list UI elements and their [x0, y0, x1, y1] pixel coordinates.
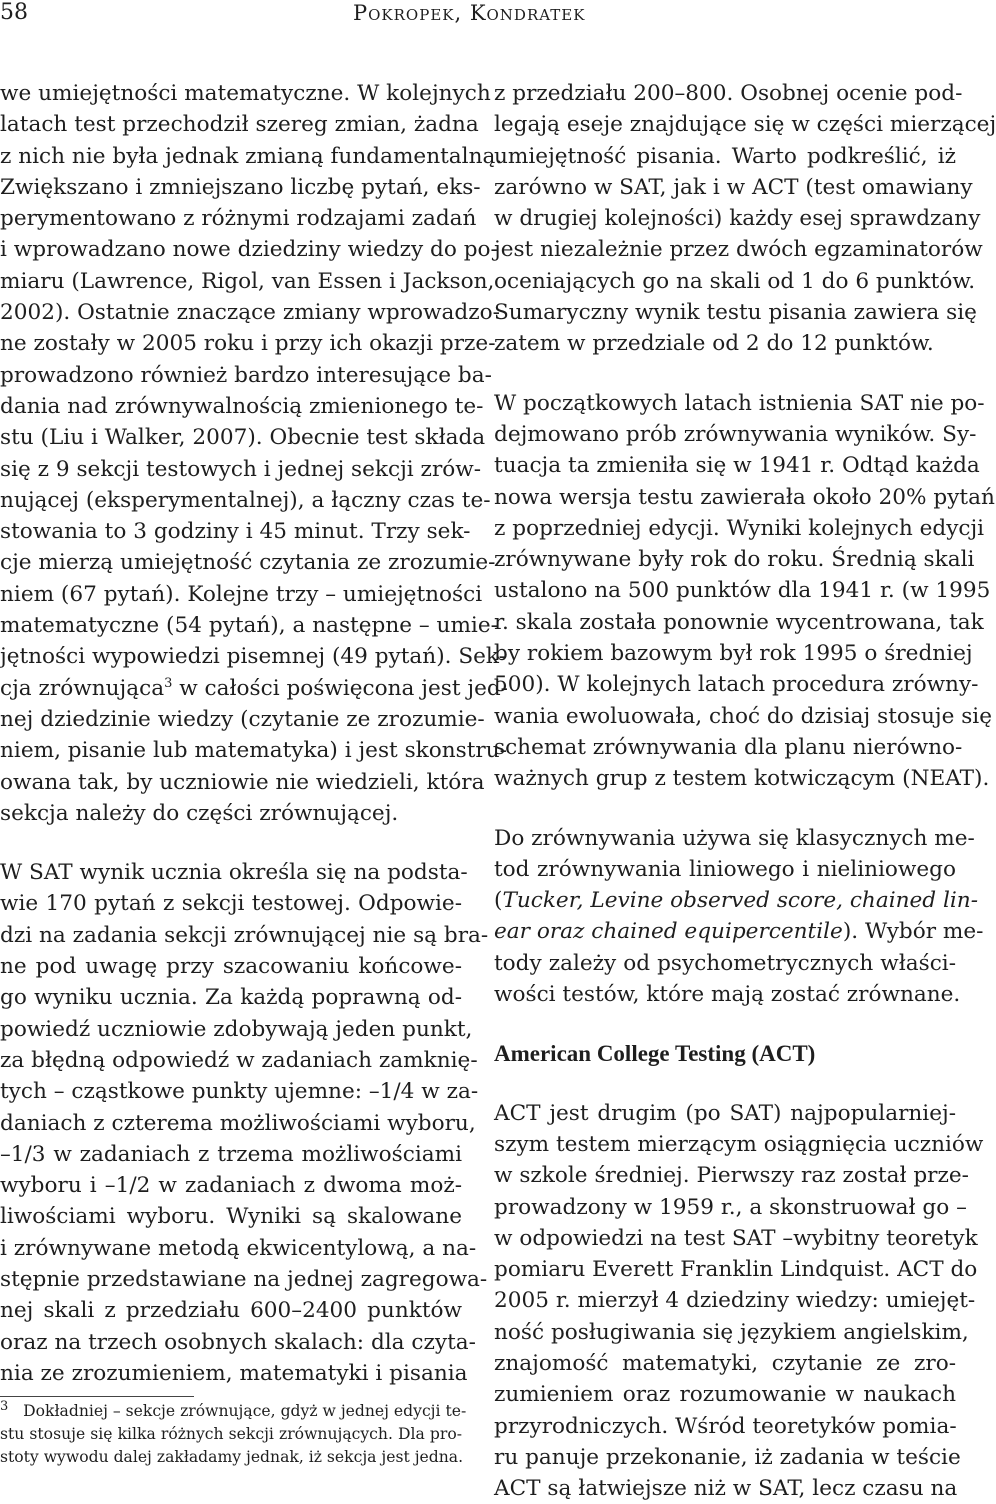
text-line: miaru (Lawrence, Rigol, van Essen i Jackson, [0, 268, 495, 294]
text-line: stu (Liu i Walker, 2007). Obecnie test składa [0, 425, 486, 451]
footnote-ref: 3 [164, 675, 173, 691]
text-line: w drugiej kolejności) każdy esej sprawdzany [494, 206, 981, 232]
text-line: znajomość matematyki, czytanie ze zro- [494, 1350, 956, 1376]
text-fragment: cja zrównująca [0, 675, 165, 701]
text-line: W SAT wynik ucznia określa się na podsta- [0, 860, 468, 886]
text-line: Sumaryczny wynik testu pisania zawiera się [494, 300, 977, 326]
paragraph-gap [494, 1010, 956, 1038]
text-line: go wyniku ucznia. Za każdą poprawną od- [0, 985, 462, 1011]
paragraph-gap [0, 829, 462, 857]
text-line: wyboru i –1/2 w zadaniach z dwoma moż- [0, 1173, 462, 1199]
text-line: wania ewoluowała, choć do dzisiaj stosuje się [494, 703, 992, 729]
text-line: ważnych grup z testem kotwiczącym (NEAT). [494, 766, 990, 792]
text-line: szym testem mierzącym osiągnięcia uczniów [494, 1131, 984, 1157]
text-line: schemat zrównywania dla planu nierówno- [494, 734, 963, 760]
text-line: 500). W kolejnych latach procedura zrówny- [494, 672, 979, 698]
text-line: jętności wypowiedzi pisemnej (49 pytań). Sek- [0, 644, 506, 670]
text-line: dzi na zadania sekcji zrównującej nie są bra- [0, 922, 489, 948]
text-line [494, 885, 979, 916]
text-line: zatem w przedziale od 2 do 12 punktów. [494, 331, 934, 357]
text-line: dania nad zrównywalnością zmienionego te- [0, 393, 484, 419]
paragraph-act-intro [494, 1098, 984, 1504]
text-line: sekcja należy do części zrównującej. [0, 800, 399, 826]
running-head: Pokropek, Kondratek [353, 1, 586, 25]
text-line: ru panuje przekonanie, iż zadania w teście [494, 1444, 961, 1470]
text-fragment: ). Wybór me- [842, 919, 984, 945]
text-line: tych – cząstkowe punkty ujemne: –1/4 w za- [0, 1079, 479, 1105]
text-line: i wprowadzano nowe dziedziny wiedzy do po- [0, 237, 498, 263]
text-line: umiejętność pisania. Warto podkreślić, iż [494, 143, 956, 169]
text-line: nia ze zrozumieniem, matematyki i pisania [0, 1360, 468, 1386]
text-line: liwościami wyboru. Wyniki są skalowane [0, 1204, 462, 1230]
text-line: tody zależy od psychometrycznych właści- [494, 950, 956, 976]
text-line: 2005 r. mierzył 4 dziedziny wiedzy: umiejęt- [494, 1288, 976, 1314]
text-line: nej skali z przedziału 600–2400 punktów [0, 1298, 462, 1324]
text-line: –1/3 w zadaniach z trzema możliwościami [0, 1141, 462, 1167]
italic-fragment: ear oraz chained equipercentile [494, 919, 843, 945]
text-line: Do zrównywania używa się klasycznych me- [494, 825, 975, 851]
text-line: przyrodniczych. Wśród teoretyków pomia- [494, 1413, 957, 1439]
text-line: ne pod uwagę przy szacowaniu końcowe- [0, 954, 462, 980]
text-line: matematyczne (54 pytań), a następne – umie- [0, 613, 498, 639]
text-line: niem (67 pytań). Kolejne trzy – umiejętności [0, 581, 483, 607]
text-line: we umiejętności matematyczne. W kolejnych [0, 81, 491, 106]
text-line: oceniających go na skali od 1 do 6 punktów. [494, 268, 976, 294]
text-line: oraz na trzech osobnych skalach: dla czyta- [0, 1329, 476, 1355]
text-line: dejmowano prób zrównywania wyników. Sy- [494, 421, 977, 447]
text-line: stępnie przedstawiane na jednej zagregowa- [0, 1266, 488, 1292]
text-line: w odpowiedzi na test SAT –wybitny teoretyk [494, 1225, 978, 1251]
text-line [494, 916, 984, 947]
footnote [0, 1398, 467, 1468]
text-line: daniach z czterema możliwościami wyboru, [0, 1110, 476, 1136]
text-line: zumieniem oraz rozumowanie w naukach [494, 1382, 956, 1408]
text-line: z nich nie była jednak zmianą fundamentalną. [0, 143, 503, 169]
text-line: zarówno w SAT, jak i w ACT (test omawiany [494, 174, 973, 200]
text-line: prowadzono również bardzo interesujące ba- [0, 362, 492, 388]
left-column [0, 78, 508, 1389]
footnote-line: stu stosuje się kilka różnych sekcji zrównujących. Dla pro- [0, 1424, 462, 1443]
text-line: by rokiem bazowym był rok 1995 o średniej [494, 641, 973, 667]
italic-fragment: Tucker, Levine observed score, chained lin- [502, 888, 979, 914]
text-line: legają eseje znajdujące się w części mierzącej [494, 112, 996, 138]
paragraph-gap [494, 795, 956, 823]
text-line: się z 9 sekcji testowych i jednej sekcji zrów- [0, 456, 482, 482]
text-line: wości testów, które mają zostać zrównane. [494, 982, 961, 1008]
text-line: tuacja ta zmieniła się w 1941 r. Odtąd każda [494, 453, 980, 479]
footnote-divider [0, 1396, 194, 1397]
paragraph-equating-history [494, 388, 995, 795]
footnote-text: Dokładniej – sekcje zrównujące, gdyż w jednej edycji te- [23, 1402, 467, 1420]
text-line: pomiaru Everett Franklin Lindquist. ACT do [494, 1257, 978, 1283]
paragraph-sat-history [0, 78, 508, 829]
text-line: cje mierzą umiejętność czytania ze zrozumie- [0, 550, 496, 576]
right-column [494, 78, 996, 1504]
text-line: z przedziału 200–800. Osobnej ocenie pod- [494, 81, 963, 106]
paragraph-gap [494, 1070, 956, 1098]
text-fragment: ( [494, 888, 503, 914]
text-fragment: w całości poświęcona jest jed- [172, 675, 508, 701]
text-line: z poprzedniej edycji. Wyniki kolejnych edycji [494, 515, 985, 541]
paragraph-sat-scoring [0, 857, 489, 1389]
text-line: prowadzony w 1959 r., a skonstruował go – [494, 1194, 967, 1220]
text-line: stowania to 3 godziny i 45 minut. Trzy sek- [0, 519, 471, 545]
text-line: tod zrównywania liniowego i nieliniowego [494, 856, 956, 882]
text-line: r. skala została ponownie wycentrowana, tak [494, 609, 984, 635]
text-line: w szkole średniej. Pierwszy raz został prze- [494, 1163, 969, 1189]
text-line: jest niezależnie przez dwóch egzaminatorów [494, 237, 983, 263]
text-line: nującej (eksperymentalnej), a łączny czas te- [0, 487, 491, 513]
text-line: ność posługiwania się językiem angielskim, [494, 1319, 969, 1345]
text-line: W początkowych latach istnienia SAT nie po- [494, 390, 985, 416]
footnote-line: stoty wywodu dalej zakładamy jednak, iż sekcja jest jedna. [0, 1447, 464, 1466]
text-line: niem, pisanie lub matematyka) i jest skonstru- [0, 738, 507, 764]
text-line: powiedź uczniowie zdobywają jeden punkt, [0, 1016, 473, 1042]
text-line: 2002). Ostatnie znaczące zmiany wprowadzo- [0, 300, 500, 326]
page-number: 58 [0, 0, 28, 25]
text-line: ACT jest drugim (po SAT) najpopularniej- [494, 1100, 956, 1126]
text-line: i zrównywane metodą ekwicentylową, a na- [0, 1235, 477, 1261]
text-line: owana tak, by uczniowie nie wiedzieli, która [0, 769, 485, 795]
footnote-number: 3 [0, 1398, 9, 1414]
text-line: ustalono na 500 punktów dla 1941 r. (w 1995 [494, 578, 991, 604]
paragraph-gap [494, 360, 956, 388]
text-line: za błędną odpowiedź w zadaniach zamknię- [0, 1047, 478, 1073]
text-line: Zwiększano i zmniejszano liczbę pytań, eks- [0, 174, 481, 200]
text-line: latach test przechodził szereg zmian, żadna [0, 112, 479, 138]
text-line: nej dziedzinie wiedzy (czytanie ze zrozumie- [0, 706, 485, 732]
text-line: ACT są łatwiejsze niż w SAT, lecz czasu na [494, 1476, 958, 1502]
text-line: ne zostały w 2005 roku i przy ich okazji prze- [0, 331, 496, 357]
text-line: zrównywane były rok do roku. Średnią skali [494, 547, 975, 573]
paragraph-equating-methods [494, 823, 984, 1011]
text-line-with-footnote-ref [0, 673, 508, 704]
section-heading: American College Testing (ACT) [494, 1041, 816, 1067]
paragraph-essay-scoring [494, 78, 996, 360]
text-line: wie 170 pytań z sekcji testowej. Odpowie- [0, 891, 462, 917]
footnote-line [0, 1398, 467, 1423]
text-line: perymentowano z różnymi rodzajami zadań [0, 206, 477, 232]
text-line: nowa wersja testu zawierała około 20% pytań [494, 484, 995, 510]
